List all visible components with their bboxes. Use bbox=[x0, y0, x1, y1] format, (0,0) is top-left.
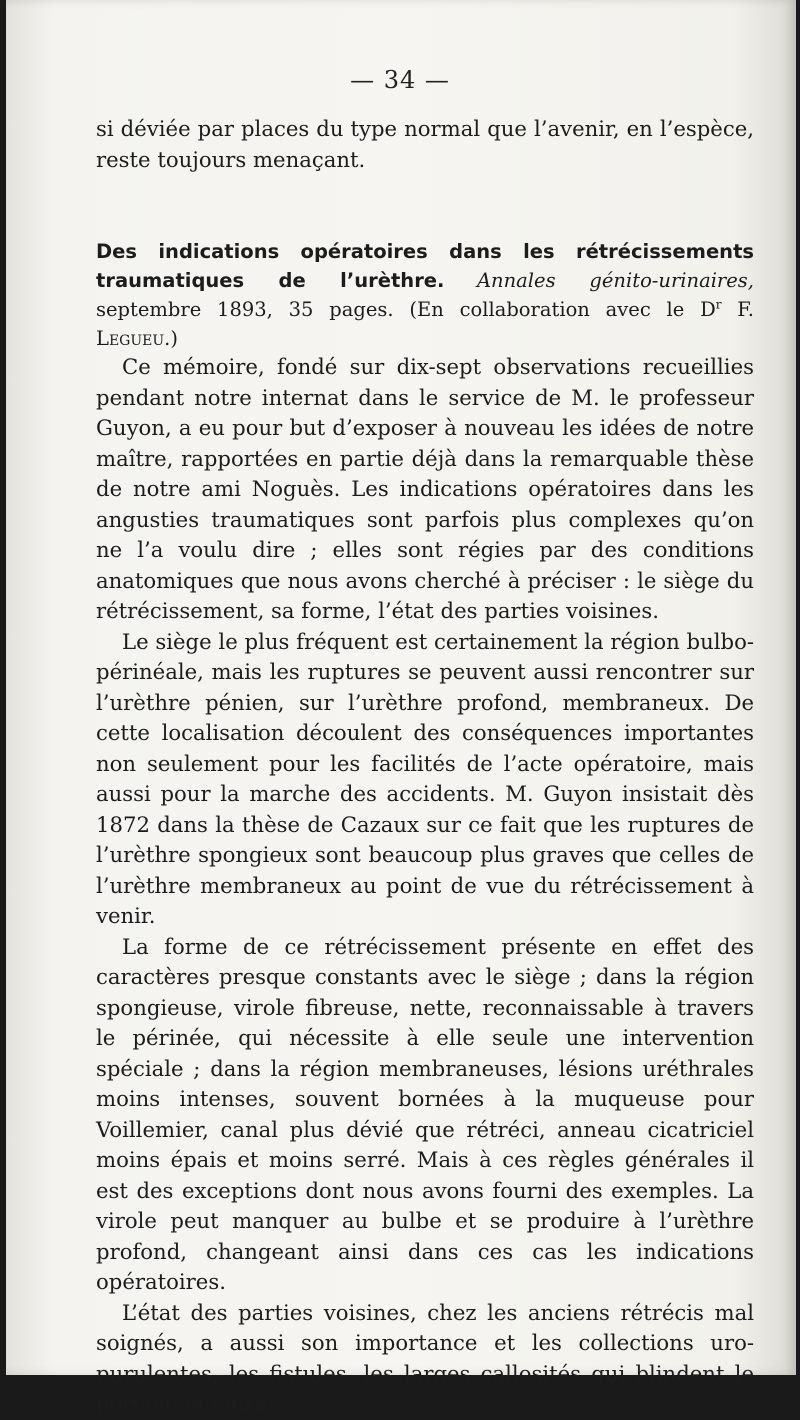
journal-name: Annales génito-urinaires, bbox=[476, 269, 755, 292]
publication-details: septembre 1893, 35 pages. (En collaboration avec le D bbox=[96, 298, 716, 321]
paragraph: Ce mémoire, fondé sur dix-sept observations recueillies pendant notre internat dans le service de M. le professeur Guyon, a eu pour but d’exposer à nouveau les idées de notre maître, rapportées en partie déjà dans la remarquable thèse de notre ami Noguès. Les indications opératoires dans les angusties traumatiques sont parfois plus complexes qu’on ne l’a voulu dire ; elles sont régies par des conditions anatomiques que nous avons cherché à préciser : le siège du rétrécissement, sa forme, l’état des parties voisines. bbox=[96, 354, 754, 623]
paragraph: La forme de ce rétrécissement présente en effet des caractères presque constants avec le siège ; dans la région spongieuse, virole fibreuse, nette, reconnaissable à travers le périnée, qui nécessite à elle seule une intervention spéciale ; dans la région membraneuses, lésions uréthrales moins intenses, souvent bornées à la muqueuse pour Voillemier, canal plus dévié que rétréci, anneau cicatriciel moins épais et moins serré. Mais à ces règles générales il est des exceptions dont nous avons fourni des exemples. La virole peut manquer au bulbe et se produire à l’urèthre profond, changeant ainsi dans ces cas les indications opératoires. bbox=[96, 933, 754, 1294]
section-title: Des indications opératoires dans les rétrécissements traumatiques de l’urèthre. bbox=[96, 240, 754, 292]
paragraph: Le siège le plus fréquent est certainement la région bulbo-périnéale, mais les ruptures se peuvent aussi rencontrer sur l’urèthre pénien, sur l’urèthre profond, membraneux. De cette localisation découlent des conséquences importantes non seulement pour les facilités de l’acte opératoire, mais aussi pour la marche des accidents. M. Guyon insistait dès 1872 dans la thèse de Cazaux sur ce fait que les ruptures de l’urèthre spongieux sont beaucoup plus graves que celles de l’urèthre membraneux au point de vue du rétrécissement à venir. bbox=[96, 628, 754, 928]
doctor-superscript: r bbox=[715, 297, 722, 312]
paragraph: L’état des parties voisines, chez les anciens rétrécis mal soignés, a aussi son importance et les collections uro-purulentes, les fistules, les larges callosités qui blindent le périnée et cuiras- bbox=[96, 1299, 754, 1416]
heading-close: .) bbox=[164, 327, 178, 350]
intro-paragraph bbox=[96, 114, 754, 175]
coauthor-name: Legueu bbox=[96, 327, 165, 350]
page-number: — 34 — bbox=[350, 66, 450, 94]
coauthor-initial: F. bbox=[721, 298, 754, 321]
body-text bbox=[96, 352, 754, 1420]
intro-text: si déviée par places du type normal que l’avenir, en l’espèce, reste toujours menaçant. bbox=[96, 116, 754, 172]
section-heading bbox=[96, 238, 754, 354]
